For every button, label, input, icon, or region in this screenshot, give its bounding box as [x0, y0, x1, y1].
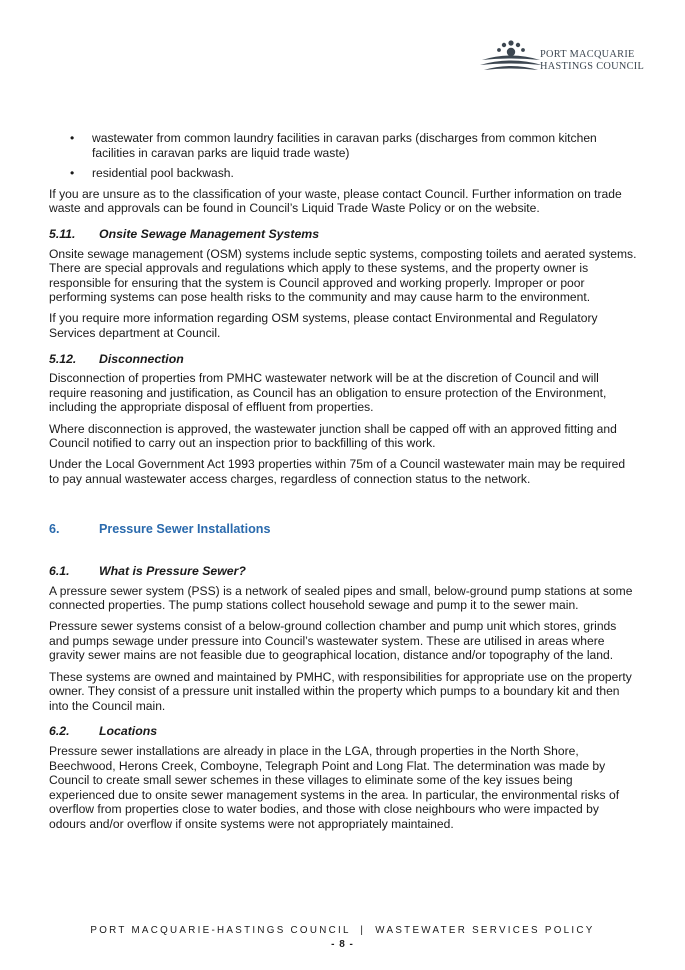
- paragraph: These systems are owned and maintained by PMHC, with responsibilities for appropriate use on the property owner. They consist of a pressure unit installed within the property which pumps to a boundary kit and then into the Council main.: [49, 669, 632, 713]
- section-title: What is Pressure Sewer?: [99, 563, 246, 578]
- section-number: 6.2.: [49, 724, 70, 739]
- section-heading-5-11: [49, 227, 637, 242]
- section-heading-6-1: [49, 564, 637, 579]
- paragraph: Under the Local Government Act 1993 properties within 75m of a Council wastewater main may be required to pay annual wastewater access charges, regardless of connection status to the network.: [49, 457, 626, 486]
- bullet-icon: •: [70, 131, 75, 145]
- section-heading-6-2: [49, 724, 637, 739]
- section-heading-5-12: [49, 352, 637, 367]
- section-number: 6.1.: [49, 563, 70, 578]
- paragraph: If you require more information regarding OSM systems, please contact Environmental and Regulatory Services department at Council.: [49, 311, 598, 341]
- section-heading-6: [49, 522, 637, 537]
- section-number: 5.11.: [49, 226, 76, 241]
- section-title: Onsite Sewage Management Systems: [99, 226, 320, 241]
- paragraph: Where disconnection is approved, the wastewater junction shall be capped off with an approved fitting and Council notified to carry out an inspection prior to backfilling of this work.: [49, 421, 617, 451]
- list-item-text: residential pool backwash.: [92, 166, 234, 181]
- logo-line-1: PORT MACQUARIE: [540, 49, 635, 60]
- list-item-text: wastewater from common laundry facilities in caravan parks (discharges from common kitchen facilities in caravan parks are liquid trade waste): [92, 131, 597, 160]
- paragraph: Pressure sewer installations are already in place in the LGA, through properties in the North Shore, Beechwood, Herons Creek, Comboyne, Telegraph Point and Long Flat. The determination was made by Council to create small sewer schemes in these villages to eliminate some of the key issues being experienced due to onsite sewer management systems in the area. In particular, the environmental risks of overflow from properties close to water bodies, and those with close neighbours who were impacted by odours and/or overflow if onsite systems were not appropriately maintained.: [49, 743, 620, 831]
- list-item: [49, 166, 637, 181]
- page-number: - 8 -: [331, 939, 354, 950]
- paragraph: A pressure sewer system (PSS) is a network of sealed pipes and small, below-ground pump stations at some connected properties. The pump stations collect household sewage and pump it to the sewer main.: [49, 583, 633, 613]
- bullet-icon: •: [70, 166, 75, 181]
- logo-line-2: HASTINGS COUNCIL: [540, 61, 645, 72]
- section-number: 5.12.: [49, 351, 77, 366]
- section-title: Locations: [99, 724, 158, 739]
- paragraph: Onsite sewage management (OSM) systems include septic systems, composting toilets and aerated systems. There are special approvals and regulations which apply to these systems, and the property owner is responsible for ensuring that the system is Council approved and working properly. Improper or poor performing systems can pose health risks to the community and may cause harm to the environment.: [49, 246, 637, 305]
- section-number: 6.: [49, 522, 60, 537]
- paragraph: Disconnection of properties from PMHC wastewater network will be at the discretion of Council and will require reasoning and justification, as Council has an obligation to ensure protection of the Environment, including the appropriate disposal of effluent from properties.: [49, 371, 607, 415]
- document-body: [49, 131, 637, 838]
- list-item: [49, 131, 637, 160]
- logo-wordmark: [540, 49, 644, 73]
- section-title: Pressure Sewer Installations: [99, 522, 271, 537]
- paragraph: If you are unsure as to the classification of your waste, please contact Council. Further information on trade waste and approvals can be found in Council’s Liquid Trade Waste Policy or on the website.: [49, 186, 622, 216]
- paragraph: Pressure sewer systems consist of a below-ground collection chamber and pump unit which stores, grinds and pumps sewage under pressure into Council’s wastewater system. These are utilised in areas where gravity sewer mains are not feasible due to geographical location, distance and/or topography of the land.: [49, 619, 617, 663]
- section-title: Disconnection: [99, 351, 184, 366]
- page-footer: PORT MACQUARIE-HASTINGS COUNCIL | WASTEWATER SERVICES POLICY: [90, 925, 595, 936]
